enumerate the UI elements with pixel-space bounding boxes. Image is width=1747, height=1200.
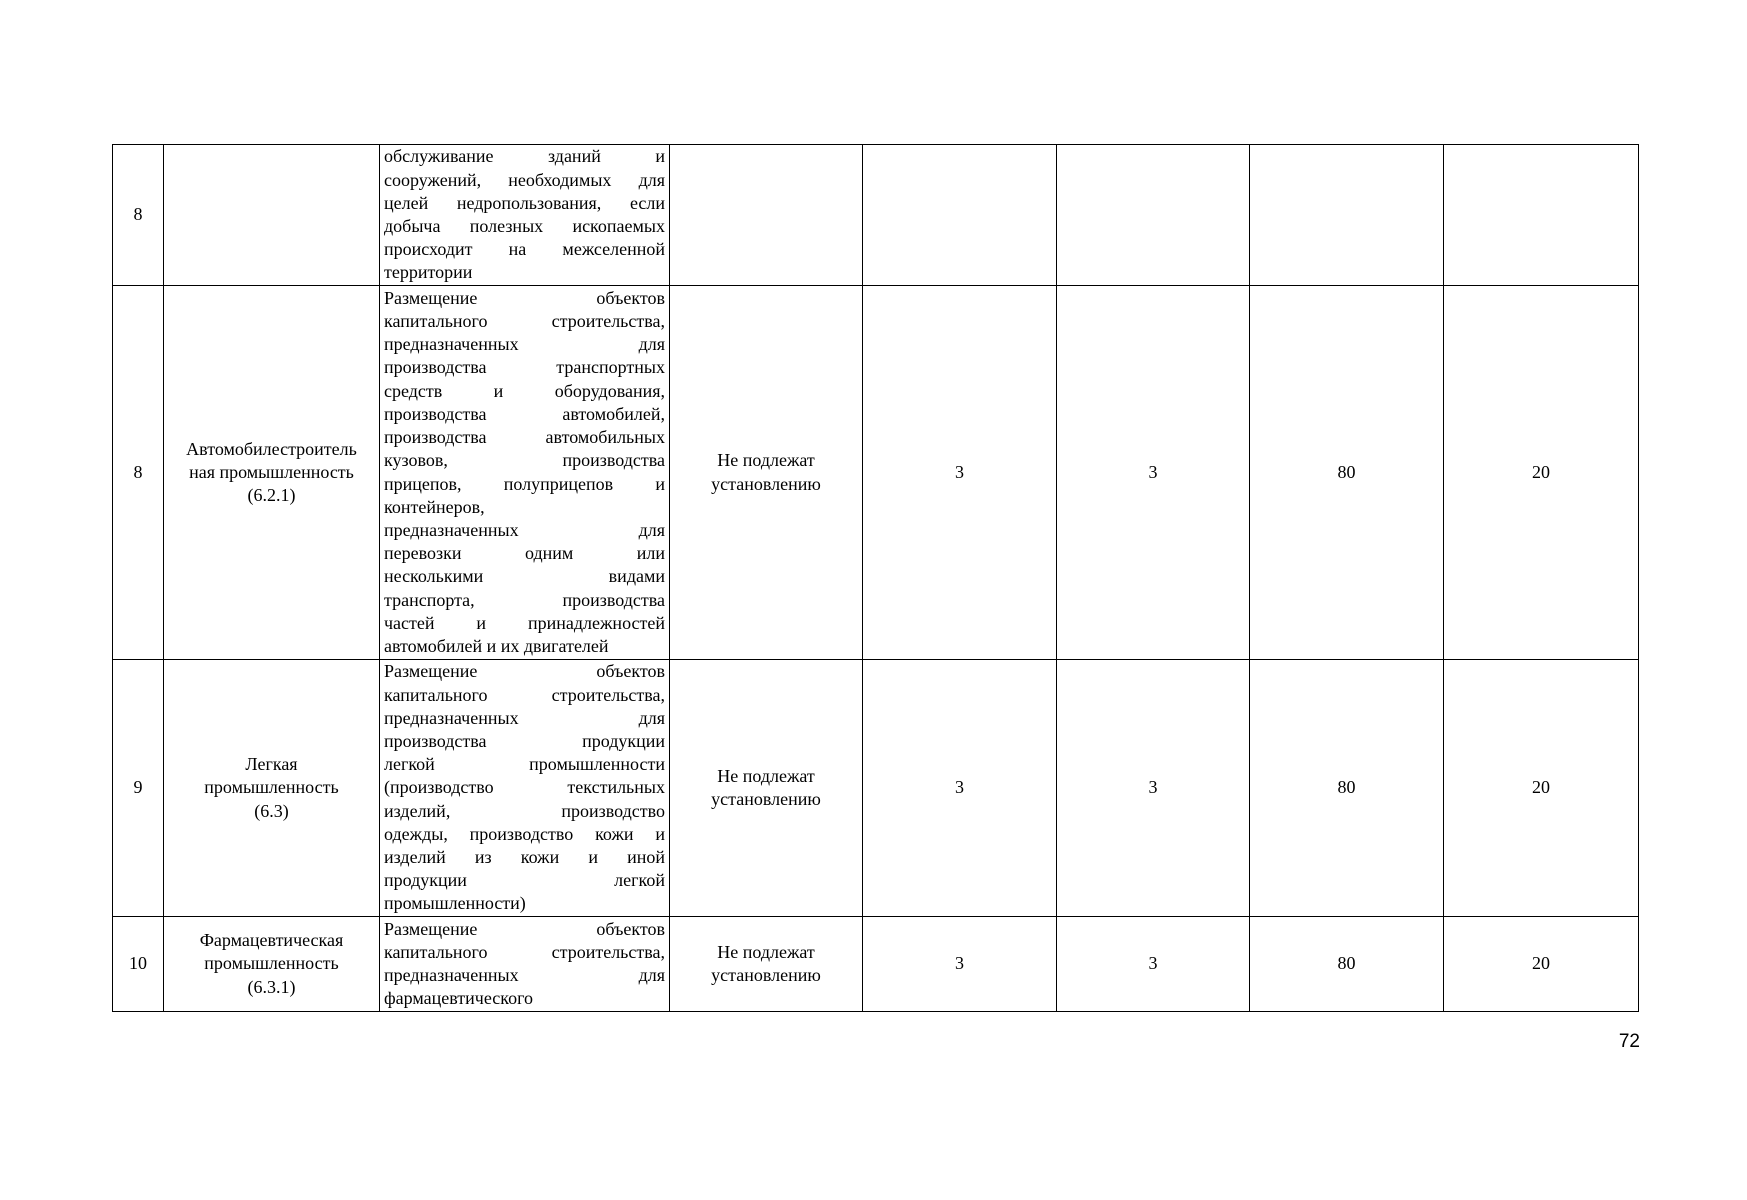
table-row bbox=[113, 145, 1639, 286]
description-line: производства автомобильных bbox=[384, 427, 665, 448]
description-line: обслуживание зданий и bbox=[384, 146, 665, 167]
max-coverage-cell: 80 bbox=[1250, 660, 1444, 917]
min-landscaping-cell: 20 bbox=[1444, 660, 1639, 917]
land-use-table bbox=[112, 144, 1639, 1012]
plot-size-line: Не подлежат bbox=[717, 941, 815, 962]
max-floors-cell: 3 bbox=[1057, 286, 1250, 660]
description-line: контейнеров, bbox=[384, 496, 485, 517]
min-setback-cell: 3 bbox=[863, 660, 1057, 917]
max-floors-cell bbox=[1057, 145, 1250, 286]
description-cell bbox=[380, 917, 670, 1012]
max-coverage-cell: 80 bbox=[1250, 286, 1444, 660]
row-number-cell: 8 bbox=[113, 145, 164, 286]
land-use-name-line: ная промышленность bbox=[189, 461, 354, 482]
description-cell bbox=[380, 286, 670, 660]
row-number-cell: 9 bbox=[113, 660, 164, 917]
land-use-name-line: Легкая bbox=[245, 754, 298, 775]
min-setback-cell: 3 bbox=[863, 286, 1057, 660]
plot-size-line: установлению bbox=[711, 473, 821, 494]
plot-size-line: установлению bbox=[711, 965, 821, 985]
table-row bbox=[113, 917, 1639, 1012]
table-body bbox=[113, 145, 1639, 1012]
description-line: капитального строительства, bbox=[384, 311, 665, 332]
plot-size-cell bbox=[670, 917, 863, 1012]
description-line: производства автомобилей, bbox=[384, 403, 665, 424]
description-line: добыча полезных ископаемых bbox=[384, 216, 665, 236]
min-landscaping-cell bbox=[1444, 145, 1639, 286]
land-use-name-line: Автомобилестроитель bbox=[186, 438, 357, 459]
description-line: средств и оборудования, bbox=[384, 380, 665, 401]
description-line: перевозки одним или bbox=[384, 543, 665, 564]
plot-size-cell bbox=[670, 286, 863, 660]
max-coverage-cell: 80 bbox=[1250, 917, 1444, 1012]
min-setback-cell bbox=[863, 145, 1057, 286]
description-line: (производство текстильных bbox=[384, 777, 665, 798]
min-landscaping-cell: 20 bbox=[1444, 286, 1639, 660]
description-line: промышленности) bbox=[384, 893, 526, 914]
row-number-cell: 10 bbox=[113, 917, 164, 1012]
plot-size-line: Не подлежат bbox=[717, 450, 815, 471]
description-line: частей и принадлежностей bbox=[384, 612, 665, 633]
land-use-name-line: (6.3) bbox=[254, 800, 289, 821]
table-row bbox=[113, 660, 1639, 917]
description-line: предназначенных для bbox=[384, 965, 665, 985]
description-line: предназначенных для bbox=[384, 707, 665, 728]
description-line: происходит на межселенной bbox=[384, 239, 665, 260]
land-use-name-line: (6.2.1) bbox=[247, 485, 296, 506]
page-number: 72 bbox=[1618, 1031, 1640, 1052]
land-use-name-line: Фармацевтическая bbox=[199, 930, 344, 951]
description-line: несколькими видами bbox=[384, 566, 665, 587]
description-line: производства транспортных bbox=[384, 357, 665, 378]
land-use-name-line: (6.3.1) bbox=[247, 976, 296, 997]
land-use-name-cell bbox=[164, 286, 380, 660]
plot-size-cell bbox=[670, 145, 863, 286]
description-line: одежды, производство кожи и bbox=[384, 823, 665, 844]
description-cell bbox=[380, 660, 670, 917]
max-floors-cell: 3 bbox=[1057, 917, 1250, 1012]
description-line: Размещение объектов bbox=[384, 918, 665, 939]
description-line: сооружений, необходимых для bbox=[384, 169, 665, 190]
plot-size-cell bbox=[670, 660, 863, 917]
land-use-name-cell bbox=[164, 145, 380, 286]
plot-size-line: установлению bbox=[711, 789, 821, 809]
max-coverage-cell bbox=[1250, 145, 1444, 286]
description-line: предназначенных для bbox=[384, 519, 665, 540]
description-line: Размещение объектов bbox=[384, 661, 665, 682]
description-line: транспорта, производства bbox=[384, 589, 665, 610]
row-number-cell: 8 bbox=[113, 286, 164, 660]
max-floors-cell: 3 bbox=[1057, 660, 1250, 917]
land-use-name-line: промышленность bbox=[204, 777, 339, 798]
description-line: продукции легкой bbox=[384, 870, 665, 891]
description-line: автомобилей и их двигателей bbox=[384, 635, 609, 656]
land-use-name-cell bbox=[164, 660, 380, 917]
description-line: фармацевтического bbox=[384, 988, 534, 1009]
description-line: предназначенных для bbox=[384, 334, 665, 355]
description-line: целей недропользования, если bbox=[384, 192, 665, 213]
description-line: производства продукции bbox=[384, 730, 665, 751]
table-row bbox=[113, 286, 1639, 660]
plot-size-line: Не подлежат bbox=[717, 765, 815, 786]
min-setback-cell: 3 bbox=[863, 917, 1057, 1012]
land-use-name-line: промышленность bbox=[204, 953, 339, 974]
min-landscaping-cell: 20 bbox=[1444, 917, 1639, 1012]
description-line: капитального строительства, bbox=[384, 941, 665, 962]
description-line: кузовов, производства bbox=[384, 450, 665, 471]
description-line: прицепов, полуприцепов и bbox=[384, 473, 665, 494]
description-line: территории bbox=[384, 262, 473, 283]
description-line: изделий, производство bbox=[384, 800, 665, 821]
description-line: легкой промышленности bbox=[384, 754, 665, 775]
description-cell bbox=[380, 145, 670, 286]
description-line: капитального строительства, bbox=[384, 684, 665, 705]
land-use-name-cell bbox=[164, 917, 380, 1012]
description-line: Размещение объектов bbox=[384, 287, 665, 308]
description-line: изделий из кожи и иной bbox=[384, 847, 665, 867]
